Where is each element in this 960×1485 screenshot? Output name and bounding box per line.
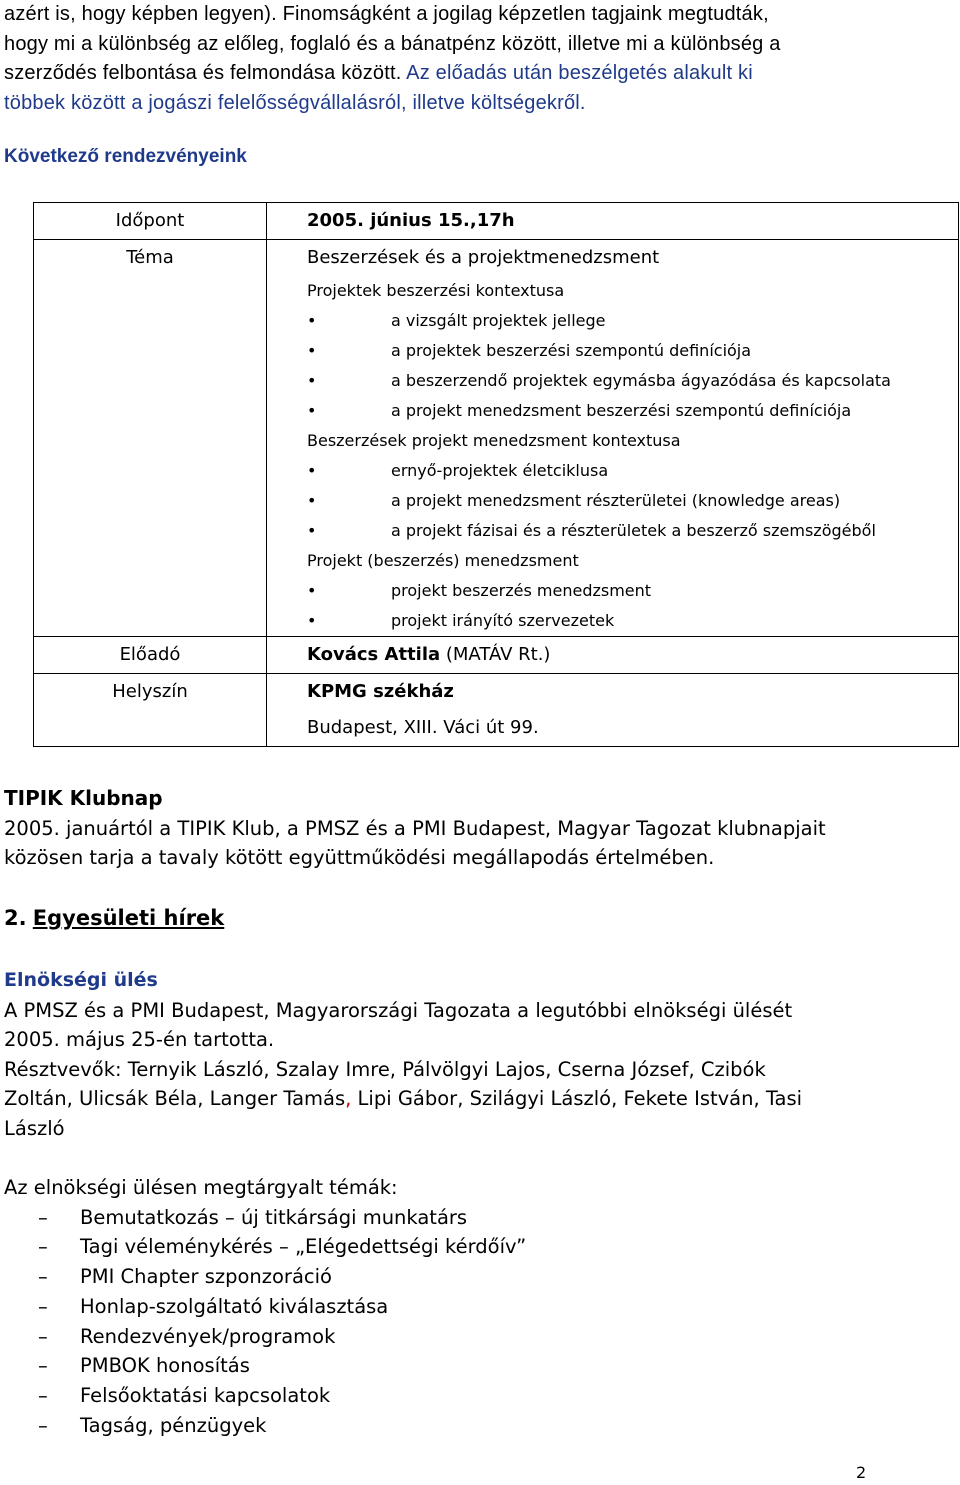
board-line-2: 2005. május 25-én tartotta. [4, 1028, 275, 1051]
dash-icon: – [38, 1414, 48, 1438]
tipik-line-1: 2005. januártól a TIPIK Klub, a PMSZ és a PMI Budapest, Magyar Tagozat klubnapjait [4, 816, 826, 840]
dash-icon: – [38, 1354, 48, 1378]
bullet-text: a projekt menedzsment részterületei (knowledge areas) [391, 491, 841, 510]
speaker-org: (MATÁV Rt.) [440, 644, 551, 665]
section-title: Egyesületi hírek [32, 906, 225, 930]
bullet-icon: • [307, 521, 317, 540]
list-item: – PMI Chapter szponzoráció [4, 1262, 874, 1292]
intro-paragraph [4, 0, 874, 118]
bullet-icon: • [307, 491, 317, 510]
topic-bullet-item [307, 516, 958, 546]
topics-intro: Az elnökségi ülésen megtárgyalt témák: [4, 1176, 398, 1199]
speaker-name: Kovács Attila [307, 644, 441, 665]
intro-line-3a: szerződés felbontása és felmondása között. [4, 62, 407, 84]
participants-line-1: Résztvevők: Ternyik László, Szalay Imre, Pálvölgyi Lajos, Cserna József, Czibók [4, 1057, 766, 1081]
participants-line-2 [4, 1084, 874, 1114]
bullet-icon: • [307, 401, 317, 420]
topic-title: Beszerzések és a projektmenedzsment [307, 247, 660, 268]
participants-red-comma: , [345, 1087, 352, 1110]
event-table [33, 202, 959, 747]
tipik-section [4, 784, 874, 873]
page-number: 2 [856, 1463, 867, 1482]
dash-icon: – [38, 1294, 48, 1318]
board-title: Elnökségi ülés [4, 969, 158, 991]
time-label: Időpont [115, 210, 185, 231]
dash-icon: – [38, 1384, 48, 1408]
topics-list [4, 1203, 874, 1441]
topic-bullet-item [307, 336, 958, 366]
bullet-text: a projektek beszerzési szempontú definíciója [391, 341, 752, 360]
participants-part-b: Lipi Gábor, Szilágyi László, Fekete István, Tasi [351, 1087, 803, 1110]
list-item: – Rendezvények/programok [4, 1322, 874, 1352]
topic-row [34, 240, 959, 637]
venue-name: KPMG székház [307, 681, 454, 702]
intro-line-3b: Az előadás után beszélgetés alakult ki [406, 62, 753, 84]
participants-line-3: László [4, 1116, 65, 1140]
bullet-icon: • [307, 611, 317, 630]
dash-icon: – [38, 1205, 48, 1229]
board-section [4, 966, 874, 1441]
bullet-text: a beszerzendő projektek egymásba ágyazódása és kapcsolata [391, 371, 891, 390]
bullet-text: a projekt fázisai és a részterületek a beszerző szemszögéből [391, 521, 876, 540]
bullet-icon: • [307, 581, 317, 600]
topic-bullet-item [307, 486, 958, 516]
bullet-icon: • [307, 341, 317, 360]
intro-line-4: többek között a jogászi felelősségvállalásról, illetve költségekről. [4, 91, 586, 114]
topic-group-heading: Beszerzések projekt menedzsment kontextusa [307, 431, 681, 450]
section-number: 2. [4, 906, 27, 930]
speaker-row [34, 637, 959, 674]
speaker-label: Előadó [119, 644, 181, 665]
topic-group-heading: Projektek beszerzési kontextusa [307, 281, 565, 300]
time-value: 2005. június 15.,17h [307, 210, 515, 231]
time-row [34, 203, 959, 240]
venue-label: Helyszín [112, 681, 188, 702]
speaker-value [307, 637, 958, 673]
topic-bullet-item [307, 606, 958, 636]
intro-line-1: azért is, hogy képben legyen). Finomságként a jogilag képzetlen tagjaink megtudták, [4, 3, 769, 25]
dash-icon: – [38, 1324, 48, 1348]
list-item: – Bemutatkozás – új titkársági munkatárs [4, 1203, 874, 1233]
list-item: – Tagi véleménykérés – „Elégedettségi kérdőív” [4, 1232, 874, 1262]
tipik-title: TIPIK Klubnap [4, 786, 163, 810]
tipik-line-2: közösen tarja a tavaly kötött együttműködési megállapodás értelmében. [4, 846, 715, 869]
intro-line-3 [4, 59, 874, 89]
participants-part-a: Zoltán, Ulicsák Béla, Langer Tamás [4, 1087, 346, 1110]
list-item: – PMBOK honosítás [4, 1351, 874, 1381]
bullet-text: a vizsgált projektek jellege [391, 311, 606, 330]
events-heading: Következő rendezvényeink [4, 146, 247, 167]
list-item: – Honlap-szolgáltató kiválasztása [4, 1292, 874, 1322]
bullet-icon: • [307, 461, 317, 480]
list-item: – Felsőoktatási kapcsolatok [4, 1381, 874, 1411]
board-line-1: A PMSZ és a PMI Budapest, Magyarországi Tagozata a legutóbbi elnökségi ülését [4, 998, 793, 1022]
bullet-text: projekt beszerzés menedzsment [391, 581, 652, 600]
topic-bullet-item [307, 366, 958, 396]
topic-label: Téma [126, 247, 174, 268]
dash-icon: – [38, 1265, 48, 1289]
section-2-heading [4, 904, 874, 934]
dash-icon: – [38, 1235, 48, 1259]
bullet-text: ernyő-projektek életciklusa [391, 461, 609, 480]
venue-address: Budapest, XIII. Váci út 99. [307, 717, 539, 738]
bullet-icon: • [307, 371, 317, 390]
bullet-text: a projekt menedzsment beszerzési szempontú definíciója [391, 401, 852, 420]
intro-line-2: hogy mi a különbség az előleg, foglaló és a bánatpénz között, illetve mi a különbség a [4, 32, 781, 55]
topic-bullet-item [307, 396, 958, 426]
bullet-icon: • [307, 311, 317, 330]
topic-bullet-item [307, 306, 958, 336]
venue-row [34, 674, 959, 747]
list-item: – Tagság, pénzügyek [4, 1411, 874, 1441]
topic-bullet-item [307, 576, 958, 606]
topic-bullet-item [307, 456, 958, 486]
topic-group-heading: Projekt (beszerzés) menedzsment [307, 551, 579, 570]
bullet-text: projekt irányító szervezetek [391, 611, 615, 630]
